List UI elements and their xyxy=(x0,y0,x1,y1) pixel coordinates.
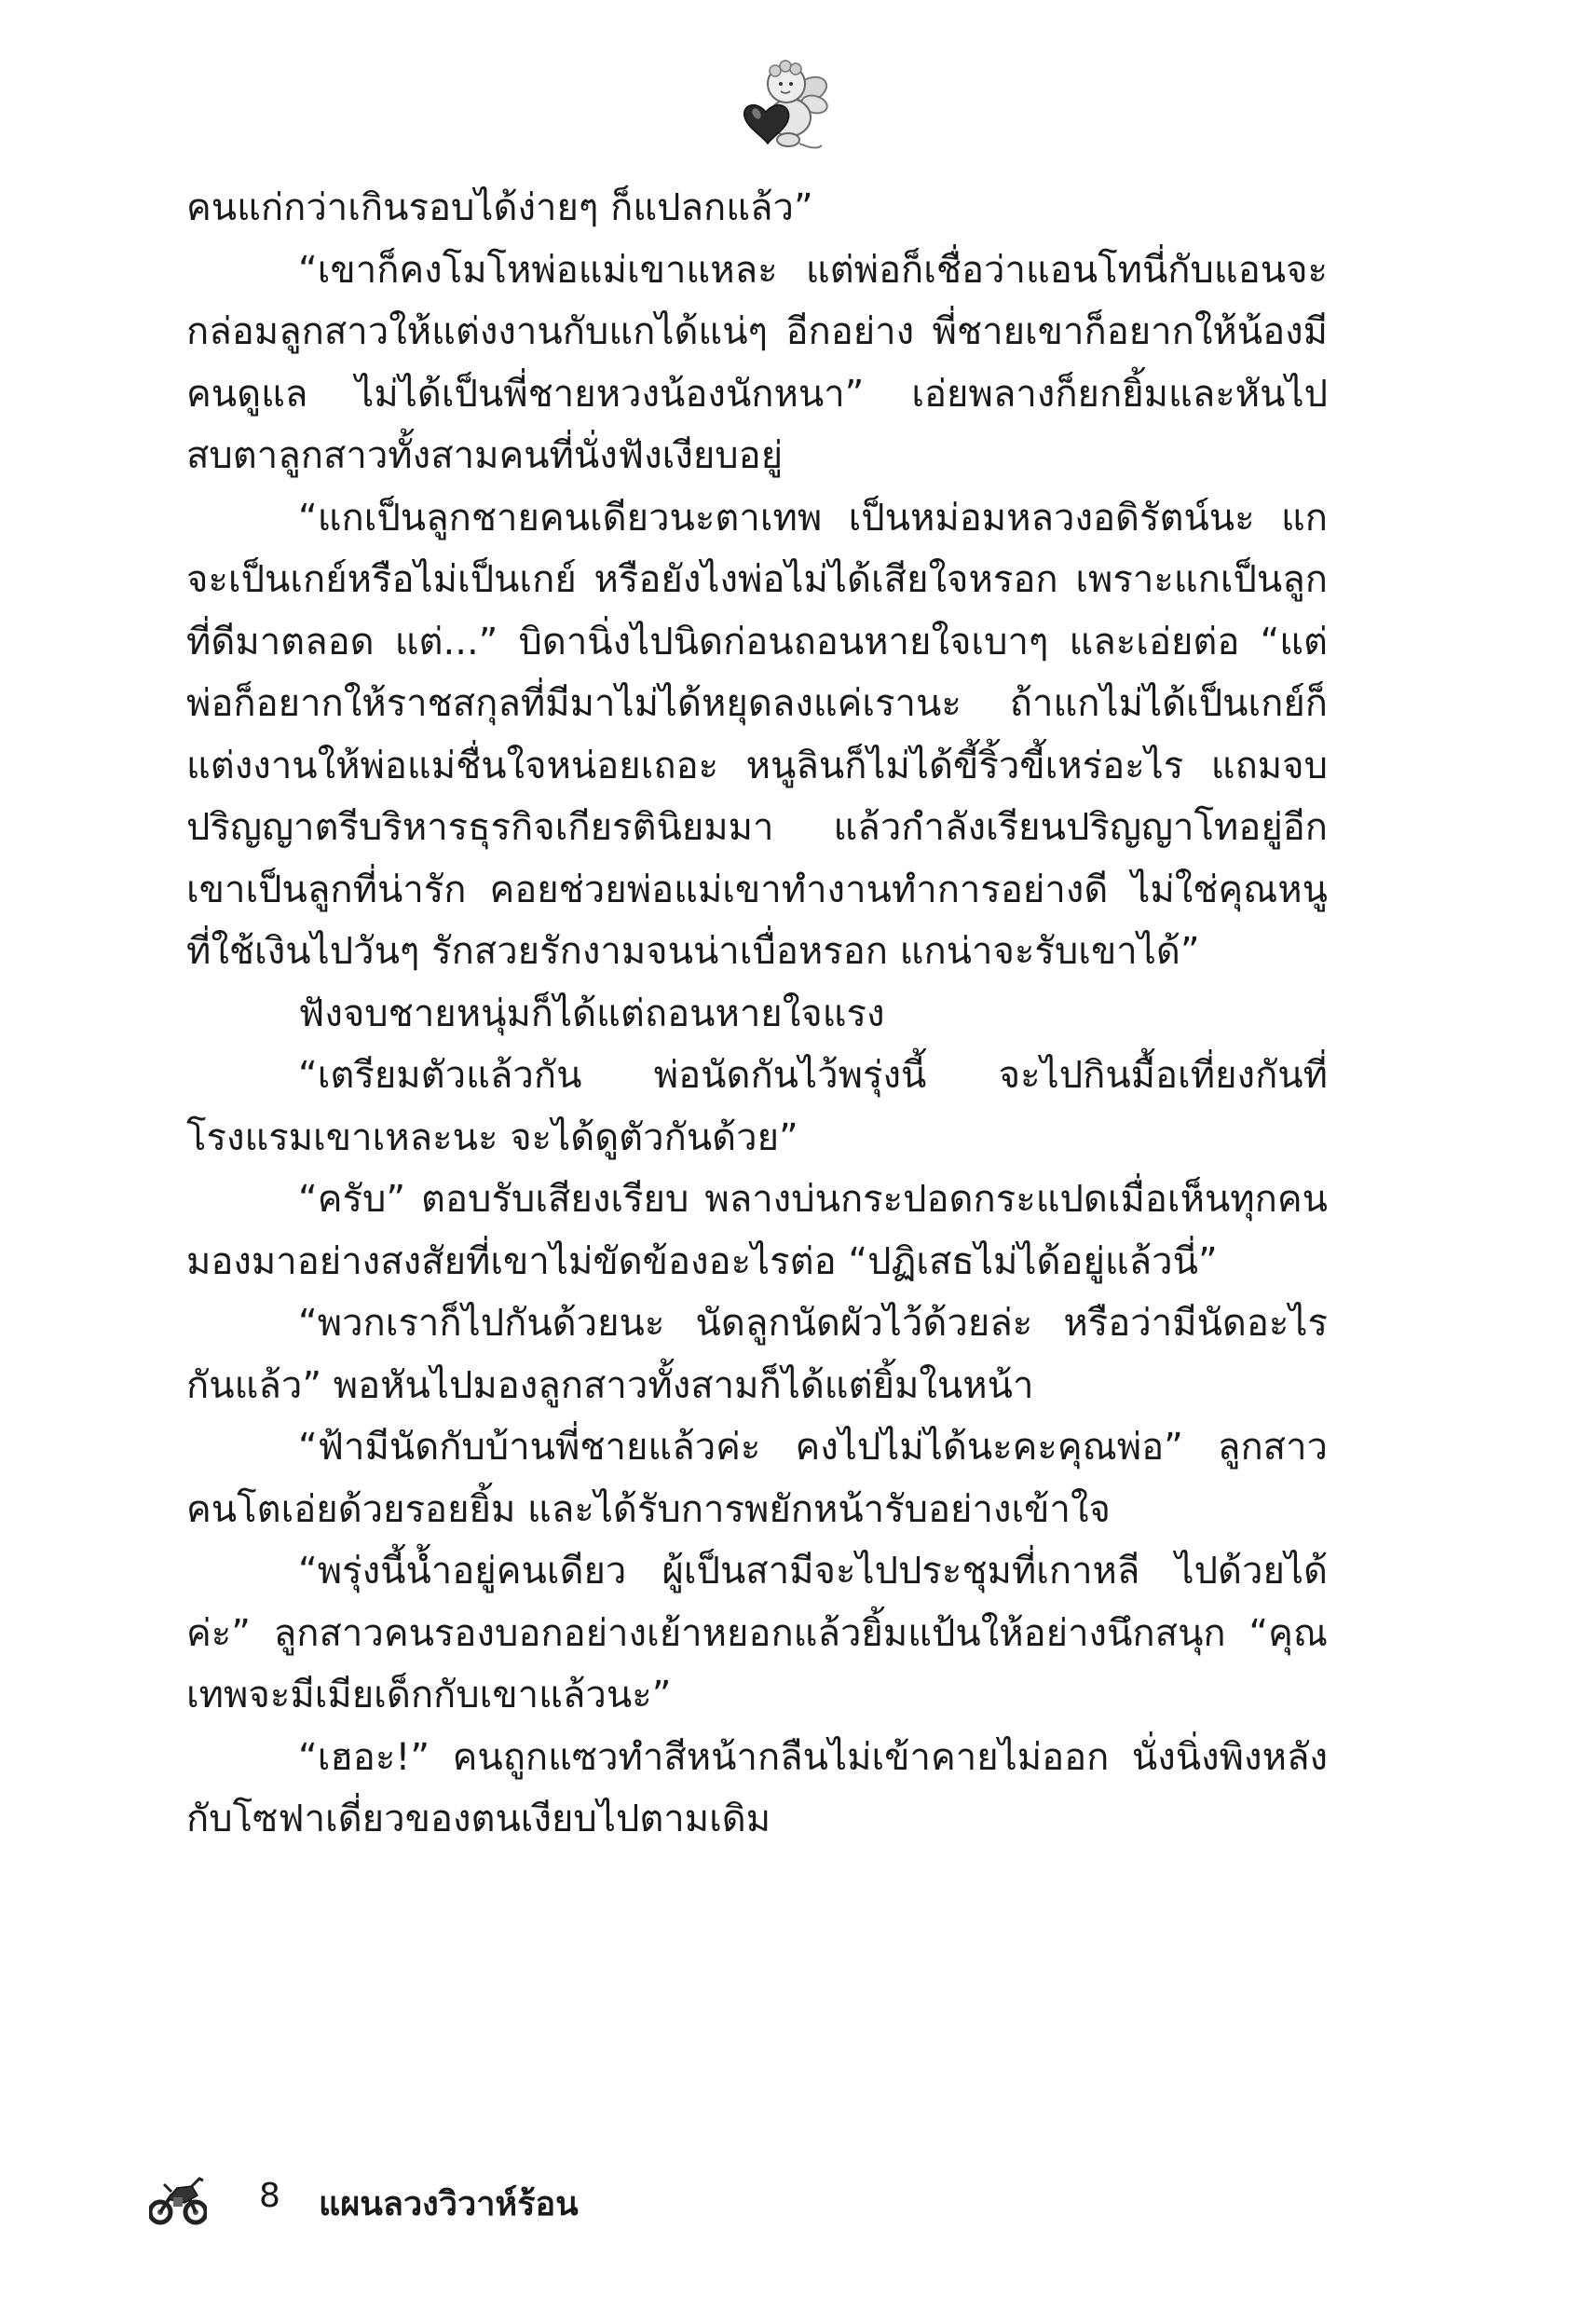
paragraph: “เขาก็คงโมโหพ่อแม่เขาแหละ แต่พ่อก็เชื่อว่าแอนโทนี่กับแอนจะกล่อมลูกสาวให้แต่งงานกับแกได้แน่ๆ อีกอย่าง พี่ชายเขาก็อยากให้น้องมีคนดูแล ไม่ได้เป็นพี่ชายหวงน้องนักหนา” เอ่ยพลางก็ยกยิ้มและหันไปสบตาลูกสาวทั้งสามคนที่นั่งฟังเงียบอยู่ xyxy=(186,248,1328,477)
cupid-heart-ornament-icon xyxy=(732,54,835,157)
paragraph: “แกเป็นลูกชายคนเดียวนะตาเทพ เป็นหม่อมหลวงอดิรัตน์นะ แกจะเป็นเกย์หรือไม่เป็นเกย์ หรือยังไงพ่อไม่ได้เสียใจหรอก เพราะแกเป็นลูกที่ดีมาตลอด แต่...” บิดานิ่งไปนิดก่อนถอนหายใจเบาๆ และเอ่ยต่อ “แต่พ่อก็อยากให้ราชสกุลที่มีมาไม่ได้หยุดลงแค่เรานะ ถ้าแกไม่ได้เป็นเกย์ก็แต่งงานให้พ่อแม่ชื่นใจหน่อยเถอะ หนูลินก็ไม่ได้ขี้ริ้วขี้เหร่อะไร แถมจบปริญญาตรีบริหารธุรกิจเกียรตินิยมมา แล้วกำลังเรียนปริญญาโทอยู่อีก เขาเป็นลูกที่น่ารัก คอยช่วยพ่อแม่เขาทำงานทำการอย่างดี ไม่ใช่คุณหนูที่ใช้เงินไปวันๆ รักสวยรักงามจนน่าเบื่อหรอก แกน่าจะรับเขาได้” xyxy=(186,496,1328,973)
paragraph: “พวกเราก็ไปกันด้วยนะ นัดลูกนัดผัวไว้ด้วยล่ะ หรือว่ามีนัดอะไรกันแล้ว” พอหันไปมองลูกสาวทั้งสามก็ได้แต่ยิ้มในหน้า xyxy=(186,1302,1328,1407)
paragraph: “เฮอะ!” คนถูกแซวทำสีหน้ากลืนไม่เข้าคายไม่ออก นั่งนิ่งพิงหลังกับโซฟาเดี่ยวของตนเงียบไปตามเดิม xyxy=(186,1735,1328,1840)
paragraph: “ครับ” ตอบรับเสียงเรียบ พลางบ่นกระปอดกระแปดเมื่อเห็นทุกคนมองมาอย่างสงสัยที่เขาไม่ขัดข้องอะไรต่อ “ปฏิเสธไม่ได้อยู่แล้วนี่” xyxy=(186,1178,1328,1283)
page-number: 8 xyxy=(259,2177,280,2215)
motorcycle-icon xyxy=(149,2171,207,2227)
paragraph: ฟังจบชายหนุ่มก็ได้แต่ถอนหายใจแรง xyxy=(298,991,885,1035)
body-text xyxy=(186,177,1328,1851)
paragraph: “พรุ่งนี้น้ำอยู่คนเดียว ผู้เป็นสามีจะไปประชุมที่เกาหลี ไปด้วยได้ค่ะ” ลูกสาวคนรองบอกอย่างเย้าหยอกแล้วยิ้มแป้นให้อย่างนึกสนุก “คุณเทพจะมีเมียเด็กกับเขาแล้วนะ” xyxy=(186,1550,1328,1716)
paragraph: คนแก่กว่าเกินรอบได้ง่ายๆ ก็แปลกแล้ว” xyxy=(186,186,813,229)
paragraph: “เตรียมตัวแล้วกัน พ่อนัดกันไว้พรุ่งนี้ จะไปกินมื้อเที่ยงกันที่โรงแรมเขาเหละนะ จะได้ดูตัวกันด้วย” xyxy=(186,1054,1328,1159)
page-footer xyxy=(149,2171,988,2236)
book-title: แผนลวงวิวาห์ร้อน xyxy=(319,2185,579,2223)
paragraph: “ฟ้ามีนัดกับบ้านพี่ชายแล้วค่ะ คงไปไม่ได้นะคะคุณพ่อ” ลูกสาวคนโตเอ่ยด้วยรอยยิ้ม และได้รับการพยักหน้ารับอย่างเข้าใจ xyxy=(186,1426,1328,1531)
